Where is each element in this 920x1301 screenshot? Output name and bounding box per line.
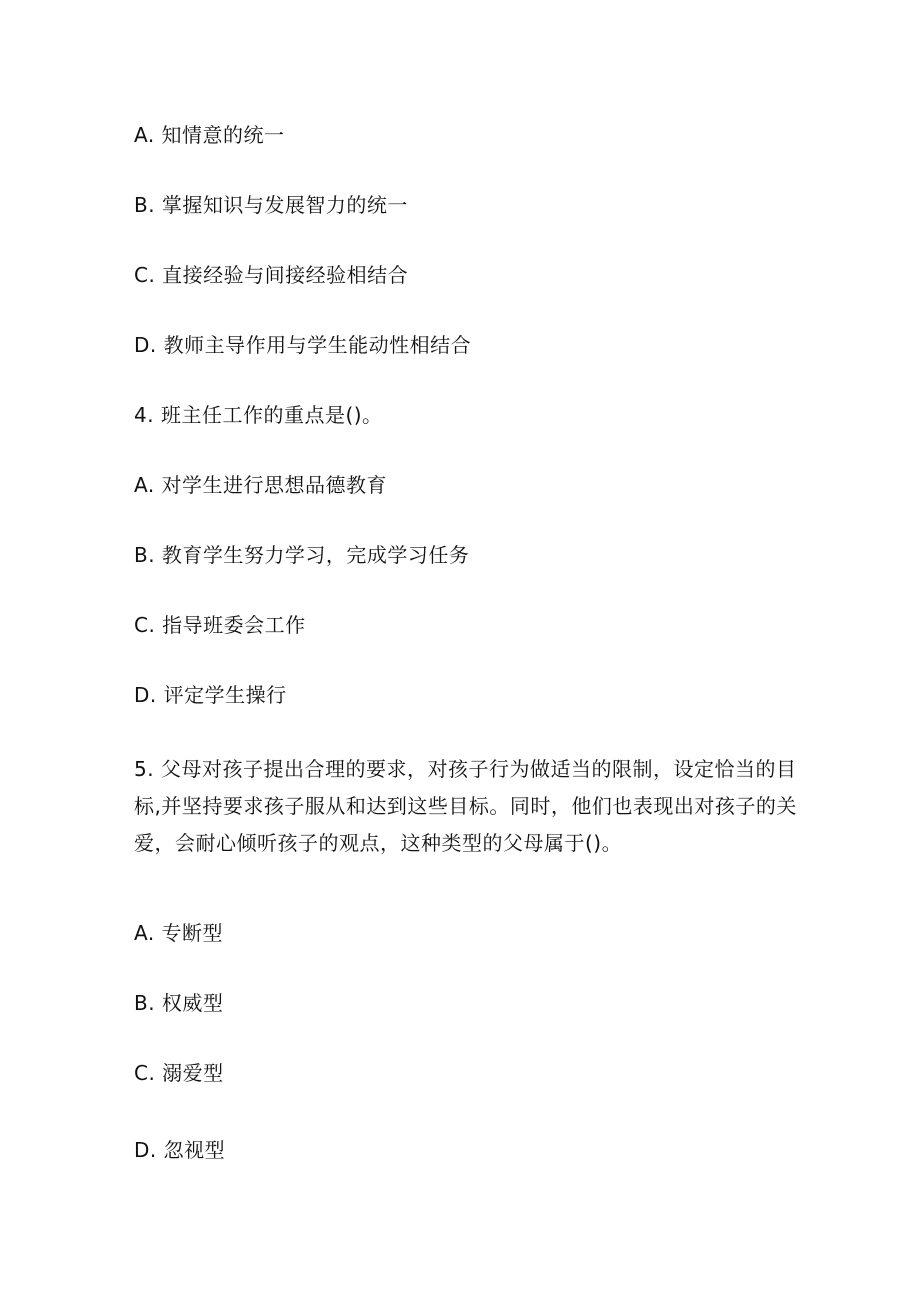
- option-4d: D. 评定学生操行: [134, 683, 287, 707]
- question-5-line: 5. 父母对孩子提出合理的要求，对孩子行为做适当的限制，设定恰当的目: [134, 757, 797, 781]
- option-5a: A. 专断型: [134, 921, 224, 945]
- question-5: [134, 751, 797, 862]
- option-3a: A. 知情意的统一: [134, 123, 285, 147]
- option-3d: D. 教师主导作用与学生能动性相结合: [134, 333, 472, 357]
- option-5c: C. 溺爱型: [134, 1061, 224, 1085]
- option-3c: C. 直接经验与间接经验相结合: [134, 263, 409, 287]
- option-4a: A. 对学生进行思想品德教育: [134, 473, 388, 497]
- option-4c: C. 指导班委会工作: [134, 613, 306, 637]
- option-3b: B. 掌握知识与发展智力的统一: [134, 193, 408, 217]
- option-4b: B. 教育学生努力学习，完成学习任务: [134, 543, 470, 567]
- question-5-line: 标,并坚持要求孩子服从和达到这些目标。同时，他们也表现出对孩子的关: [134, 794, 797, 818]
- question-5-line: 爱，会耐心倾听孩子的观点，这种类型的父母属于()。: [134, 831, 623, 855]
- option-5b: B. 权威型: [134, 991, 224, 1015]
- option-5d: D. 忽视型: [134, 1138, 226, 1162]
- question-4: 4. 班主任工作的重点是()。: [134, 403, 383, 427]
